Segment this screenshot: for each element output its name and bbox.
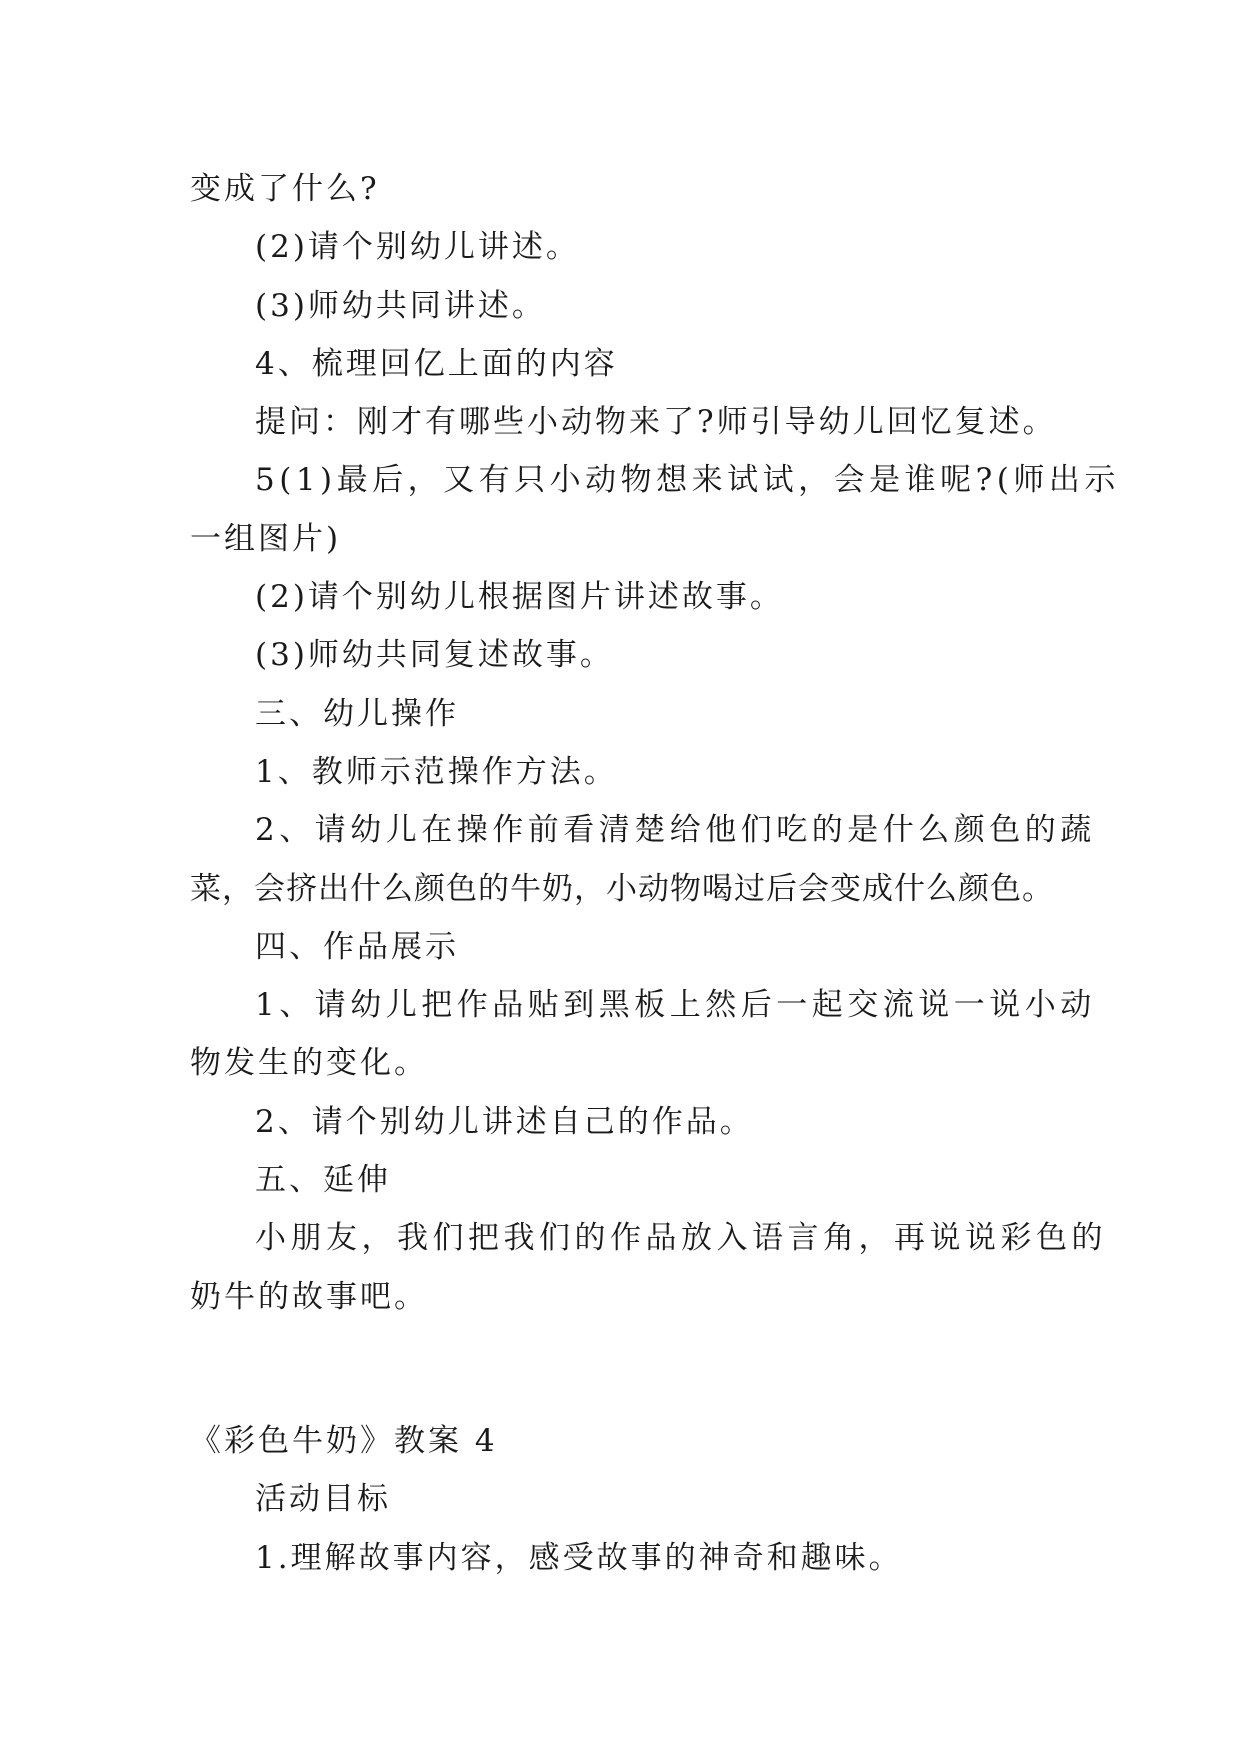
document-title: 《彩色牛奶》教案 4 <box>190 1422 498 1459</box>
section-spacer <box>190 1326 1055 1412</box>
paragraph: 5(1)最后，又有只小动物想来试试，会是谁呢?(师出示 <box>255 462 1120 499</box>
paragraph-continuation: 一组图片) <box>190 520 342 557</box>
paragraph: 小朋友，我们把我们的作品放入语言角，再说说彩色的 <box>255 1220 1107 1257</box>
section-heading: 五、延伸 <box>255 1162 391 1199</box>
section-heading: 三、幼儿操作 <box>255 695 459 732</box>
list-item: 1、请幼儿把作品贴到黑板上然后一起交流说一说小动 <box>255 987 1096 1024</box>
paragraph-continuation: 奶牛的故事吧。 <box>190 1278 428 1315</box>
paragraph-continuation: 变成了什么? <box>190 171 380 207</box>
list-item: (3)师幼共同复述故事。 <box>255 637 614 674</box>
paragraph: 提问：刚才有哪些小动物来了?师引导幼儿回忆复述。 <box>255 404 1057 441</box>
list-item: (2)请个别幼儿讲述。 <box>255 229 580 266</box>
list-item: (3)师幼共同讲述。 <box>255 287 546 324</box>
list-item: (2)请个别幼儿根据图片讲述故事。 <box>255 579 784 616</box>
paragraph-continuation: 菜，会挤出什么颜色的牛奶，小动物喝过后会变成什么颜色。 <box>190 870 1054 907</box>
list-item: 1、教师示范操作方法。 <box>255 753 618 790</box>
list-item: 2、请幼儿在操作前看清楚给他们吃的是什么颜色的蔬 <box>255 812 1096 849</box>
list-item: 1.理解故事内容，感受故事的神奇和趣味。 <box>255 1539 903 1576</box>
paragraph-continuation: 物发生的变化。 <box>190 1045 428 1082</box>
list-item: 2、请个别幼儿讲述自己的作品。 <box>255 1103 754 1140</box>
step-heading: 4、梳理回亿上面的内容 <box>255 345 618 382</box>
document-body <box>190 160 1120 1587</box>
section-heading: 活动目标 <box>255 1481 391 1518</box>
section-heading: 四、作品展示 <box>255 928 459 965</box>
